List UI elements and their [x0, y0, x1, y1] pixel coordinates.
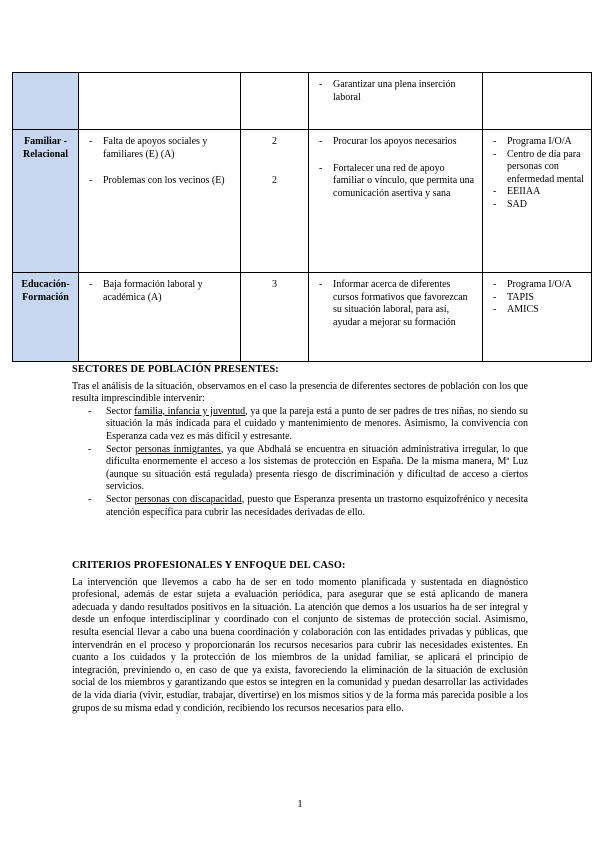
priority-value: 3 — [272, 279, 277, 290]
resources-cell — [483, 130, 592, 273]
sectors-intro: Tras el análisis de la situación, observamos en el caso la presencia de diferentes sectores de población con los que resulta imprescindible intervenir: — [72, 380, 528, 405]
objectives-item: - Informar acerca de diferentes cursos formativos que favorezcan su situación laboral, para así, ayudar a mejorar su formación — [309, 279, 478, 329]
sectors-section — [72, 364, 528, 519]
criteria-section — [72, 560, 528, 715]
resources-cell — [483, 273, 592, 362]
row-header — [13, 73, 79, 130]
priority-value: 2 — [272, 136, 277, 147]
sectors-title: SECTORES DE POBLACIÓN PRESENTES: — [72, 364, 279, 375]
row-header: Educación-Formación — [13, 273, 79, 362]
problems-item: - Baja formación laboral y académica (A) — [79, 279, 236, 304]
sector-prefix: Sector — [106, 405, 135, 417]
criteria-text: La intervención que llevemos a cabo ha de ser en todo momento planificada y sustentada en diagnóstico profesional, además de estar sujeta a evaluación periódica, para asegurar que se está aplicando de manera adecuada y dando resultados positivos en la situación. La atención que demos a los usuarios ha de ser integral y desde un enfoque interdisciplinar y coordinado con el conjunto de sistemas de protección social. Asimismo, resulta esencial llevar a cabo una buena coordinación y colaboración con las entidades privadas y públicas, que intervendrán en el proceso y proporcionarán los recursos necesarios para cubrir las necesidades existentes. En cuanto a los cuidados y la protección de los miembros de la unidad familiar, se aplicará el principio de integración, previniendo o, en caso de que ya exista, favoreciendo la eliminación de la situación de exclusión social de los miembros y garantizando que estos se integren en la comunidad y puedan desarrollar las actividades de la vida diaria (vivir, estudiar, trabajar, divertirse) en los mismos sitios y de la forma más parecida posible a los grupos de su misma edad y condición, recibiendo los recursos necesarios para ello. — [72, 576, 528, 714]
problems-item: - Falta de apoyos sociales y familiares (E) (A) — [79, 136, 236, 161]
resources-cell — [483, 73, 592, 130]
resources-list — [483, 279, 591, 317]
resources-item: - AMICS — [483, 304, 587, 317]
sector-description: , ya que Abdhalá se encuentra en situación administrativa irregular, lo que dificulta enormemente el acceso a los sistemas de protección en España. De la misma manera, Mª Luz (aunque su situación está regulada) presenta riesgo de discriminación y dificultad de acceso a ciertos servicios. — [106, 443, 529, 493]
resources-item: - SAD — [483, 199, 587, 212]
problems-list — [79, 136, 240, 188]
problems-item: - Problemas con los vecinos (E) — [79, 175, 236, 188]
problems-cell — [79, 73, 241, 130]
objectives-list — [309, 136, 482, 200]
objectives-list — [309, 279, 482, 329]
resources-item: - EEIIAA — [483, 186, 587, 199]
resources-item: - TAPIS — [483, 292, 587, 305]
objectives-cell — [309, 130, 483, 273]
sector-item — [72, 444, 528, 494]
sector-prefix: Sector — [106, 493, 135, 505]
row-header: Familiar - Relacional — [13, 130, 79, 273]
objectives-cell — [309, 273, 483, 362]
sector-name: personas con discapacidad — [134, 493, 242, 505]
table-row — [13, 273, 592, 362]
resources-item: - Programa I/O/A — [483, 136, 587, 149]
priority-cell — [241, 130, 309, 273]
sector-description: , ya que la pareja está a punto de ser padres de tres niñas, no siendo su situación la más indicada para el cuidado y mantenimiento de menores. Asimismo, la convivencia con Esperanza cada vez es más difícil y estresante. — [106, 405, 528, 442]
problems-cell — [79, 130, 241, 273]
page-number: 1 — [297, 798, 303, 810]
resources-list — [483, 136, 591, 211]
sector-name: personas inmigrantes — [135, 443, 221, 455]
table-row — [13, 130, 592, 273]
problems-cell — [79, 273, 241, 362]
sectors-list — [72, 406, 528, 519]
problems-list — [79, 279, 240, 304]
sector-name: familia, infancia y juventud — [134, 405, 246, 417]
resources-item: - Programa I/O/A — [483, 279, 587, 292]
sector-item — [72, 494, 528, 519]
sector-item — [72, 406, 528, 444]
sector-prefix: Sector — [106, 443, 136, 455]
objectives-item: - Garantizar una plena inserción laboral — [309, 79, 478, 104]
sector-description: , puesto que Esperanza presenta un trastorno esquizofrénico y necesita atención específica para cubrir las necesidades derivadas de ello. — [106, 493, 528, 518]
objectives-cell — [309, 73, 483, 130]
intervention-table — [12, 72, 592, 362]
intervention-table-wrap — [12, 72, 591, 362]
priority-cell — [241, 273, 309, 362]
priority-cell — [241, 73, 309, 130]
objectives-item: - Procurar los apoyos necesarios — [309, 136, 478, 149]
table-row — [13, 73, 592, 130]
priority-value: 2 — [272, 174, 277, 186]
objectives-item: - Fortalecer una red de apoyo familiar o vínculo, que permita una comunicación asertiva y sana — [309, 163, 478, 201]
resources-item: - Centro de día para personas con enfermedad mental — [483, 149, 587, 187]
objectives-list — [309, 79, 482, 104]
criteria-title: CRITERIOS PROFESIONALES Y ENFOQUE DEL CASO: — [72, 560, 346, 571]
